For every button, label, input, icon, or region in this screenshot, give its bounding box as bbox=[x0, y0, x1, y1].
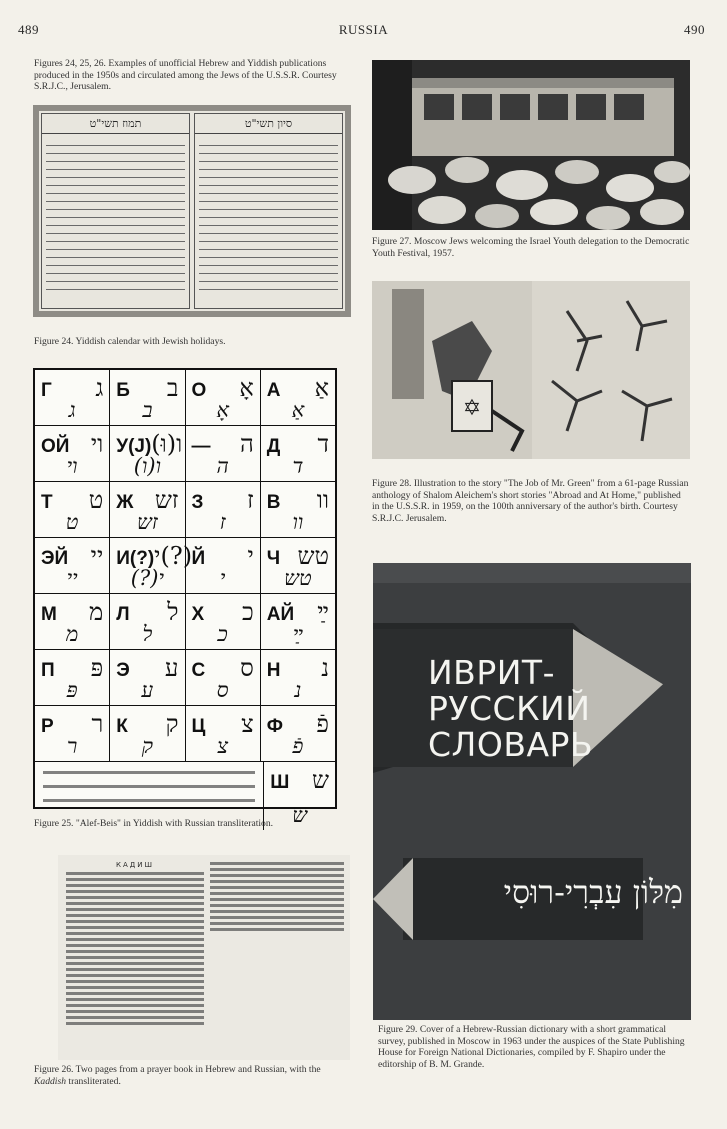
alef-beis-cell bbox=[261, 650, 335, 705]
figure-24-caption: Figure 24. Yiddish calendar with Jewish holidays. bbox=[34, 336, 226, 347]
hebrew-letter: ו(וּ) bbox=[151, 430, 183, 458]
alef-beis-cell bbox=[186, 426, 261, 481]
script-letter: נ bbox=[294, 678, 302, 702]
alef-beis-row bbox=[35, 370, 335, 426]
prayer-page-russian bbox=[66, 861, 204, 1053]
russian-letter: Б bbox=[116, 380, 130, 401]
alef-beis-cell bbox=[261, 594, 335, 649]
alef-beis-cell bbox=[110, 706, 185, 761]
hebrew-letter: כ bbox=[242, 598, 254, 626]
calendar-month-left bbox=[41, 113, 190, 309]
alef-beis-cell bbox=[35, 538, 110, 593]
alef-beis-cell bbox=[35, 594, 110, 649]
script-letter: צ bbox=[217, 734, 229, 758]
calendar-heading-right: סיון תשי"ט bbox=[195, 114, 342, 134]
hebrew-letter: ז bbox=[247, 486, 254, 514]
alef-beis-row bbox=[35, 594, 335, 650]
russian-letter: Н bbox=[266, 660, 281, 681]
russian-letter: У(Ј) bbox=[116, 436, 152, 457]
script-letter: ה bbox=[216, 454, 229, 478]
alef-beis-cell bbox=[186, 538, 261, 593]
hebrew-letter: פּ bbox=[90, 654, 104, 682]
russian-letter: Ж bbox=[116, 492, 134, 513]
hebrew-letter: י(?) bbox=[154, 542, 193, 570]
russian-letter: Л bbox=[116, 604, 130, 625]
script-letter: ט bbox=[65, 510, 79, 534]
figure-25-caption: Figure 25. "Alef-Beis" in Yiddish with Russian transliteration. bbox=[34, 818, 274, 829]
hebrew-letter: וו bbox=[316, 486, 329, 514]
script-letter: יי bbox=[66, 566, 78, 590]
page-number-left: 489 bbox=[18, 22, 39, 37]
script-letter: ס bbox=[216, 678, 229, 702]
alef-beis-cell bbox=[35, 706, 110, 761]
alef-beis-row bbox=[35, 538, 335, 594]
hebrew-letter: ס bbox=[240, 654, 254, 682]
hebrew-letter: מ bbox=[89, 598, 104, 626]
script-letter: ל bbox=[142, 622, 153, 646]
russian-letter: Ч bbox=[266, 548, 281, 569]
russian-letter: ОЙ bbox=[41, 436, 70, 457]
alef-beis-cell bbox=[35, 482, 110, 537]
cover-title-line-2: РУССКИЙ bbox=[428, 689, 591, 728]
figure-29-caption: Figure 29. Cover of a Hebrew-Russian dictionary with a short grammatical survey, published in Moscow in 1963 under the auspices of the State Publishing House for Foreign National Dictionaries, compiled by F. Shapiro under the editorship of B. M. Grande. bbox=[378, 1024, 685, 1070]
script-letter: ש bbox=[292, 803, 308, 827]
figure-28-caption: Figure 28. Illustration to the story "The Job of Mr. Green" from a 61-page Russian anthology of Shalom Aleichem's short stories "Abroad and At Home," published in the U.S.S.R. in 1959, on the 100th anniversary of the author's birth. Courtesy S.R.J.C. Jerusalem. bbox=[372, 478, 689, 524]
russian-letter: З bbox=[191, 492, 204, 513]
hebrew-letter: יי bbox=[90, 542, 104, 570]
prayer-page-hebrew bbox=[210, 859, 344, 939]
russian-letter: М bbox=[41, 604, 57, 625]
alef-beis-cell bbox=[110, 594, 185, 649]
script-letter: י bbox=[219, 566, 226, 590]
script-letter: זש bbox=[137, 510, 158, 534]
figure-28-illustration bbox=[372, 281, 690, 459]
calendar-heading-left: תמוז תשי"ט bbox=[42, 114, 189, 134]
figure-29-dictionary-cover bbox=[373, 563, 691, 1020]
hebrew-letter: אַ bbox=[314, 374, 329, 402]
alef-beis-cell bbox=[35, 650, 110, 705]
hebrew-letter: ה bbox=[239, 430, 254, 458]
hebrew-letter: נ bbox=[321, 654, 329, 682]
figure-24-calendar bbox=[33, 105, 351, 317]
russian-letter: Ц bbox=[191, 716, 206, 737]
alef-beis-cell bbox=[186, 482, 261, 537]
alef-beis-cell bbox=[110, 370, 185, 425]
script-letter: ז bbox=[219, 510, 226, 534]
russian-letter: С bbox=[191, 660, 206, 681]
hebrew-letter: ל bbox=[167, 598, 179, 626]
alef-beis-cell bbox=[261, 370, 335, 425]
script-letter: ד bbox=[292, 454, 304, 478]
russian-letter: Й bbox=[191, 548, 206, 569]
script-letter: ב bbox=[142, 398, 153, 422]
russian-letter: Д bbox=[266, 436, 281, 457]
hebrew-letter: צ bbox=[241, 710, 254, 738]
hebrew-letter: זש bbox=[154, 486, 179, 514]
hebrew-letter: ש bbox=[312, 766, 329, 794]
alef-beis-cell bbox=[110, 650, 185, 705]
cover-title-line-3: СЛОВАРЬ bbox=[428, 725, 594, 764]
alef-beis-row bbox=[35, 426, 335, 482]
script-letter: וו bbox=[292, 510, 304, 534]
script-letter: אַ bbox=[291, 398, 305, 422]
alef-beis-cell bbox=[186, 706, 261, 761]
alef-beis-cell bbox=[261, 538, 335, 593]
cover-hebrew-title: מִלּוֹן עִבְרִי-רוּסִי bbox=[503, 873, 683, 911]
cover-russian-title bbox=[428, 655, 593, 763]
alef-beis-row bbox=[35, 706, 335, 762]
russian-letter: АЙ bbox=[266, 604, 295, 625]
prayer-heading: КАДИШ bbox=[116, 861, 154, 869]
figure-27-caption: Figure 27. Moscow Jews welcoming the Israel Youth delegation to the Democratic Youth Festival, 1957. bbox=[372, 236, 690, 259]
russian-letter: Ш bbox=[270, 772, 290, 793]
alef-beis-cell bbox=[261, 426, 335, 481]
script-letter: וי bbox=[66, 454, 78, 478]
cover-title-line-1: ИВРИТ- bbox=[428, 653, 555, 692]
hebrew-letter: וי bbox=[90, 430, 104, 458]
hebrew-letter: ע bbox=[164, 654, 179, 682]
script-letter: ק bbox=[141, 734, 153, 758]
script-letter: ר bbox=[66, 734, 78, 758]
svg-text:✡: ✡ bbox=[462, 396, 482, 421]
hebrew-letter: ג bbox=[95, 374, 104, 402]
alef-beis-row bbox=[35, 482, 335, 538]
running-title: RUSSIA bbox=[338, 22, 389, 37]
page-number-right: 490 bbox=[684, 22, 705, 37]
hebrew-letter: פֿ bbox=[316, 710, 329, 738]
russian-letter: Т bbox=[41, 492, 53, 513]
alef-beis-cell bbox=[261, 482, 335, 537]
script-letter: ע bbox=[141, 678, 154, 702]
russian-letter: ЭЙ bbox=[41, 548, 69, 569]
hebrew-letter: ט bbox=[88, 486, 104, 514]
script-letter: מ bbox=[65, 622, 79, 646]
figures-24-26-caption: Figures 24, 25, 26. Examples of unofficial Hebrew and Yiddish publications produced in the 1950s and circulated among the Jews of the U.S.S.R. Courtesy S.R.J.C., Jerusalem. bbox=[34, 58, 337, 93]
alef-beis-cell bbox=[110, 538, 193, 593]
russian-letter: П bbox=[41, 660, 55, 681]
figure-26-prayer-book bbox=[58, 855, 350, 1060]
hebrew-letter: אָ bbox=[239, 374, 254, 402]
alef-beis-cell bbox=[186, 370, 261, 425]
script-letter: טש bbox=[284, 566, 312, 590]
russian-letter: Э bbox=[116, 660, 130, 681]
hebrew-letter: ײַ bbox=[317, 598, 329, 626]
russian-letter: Р bbox=[41, 716, 54, 737]
script-letter: אָ bbox=[216, 398, 229, 422]
russian-letter: О bbox=[191, 380, 207, 401]
figure-26-caption: Figure 26. Two pages from a prayer book in Hebrew and Russian, with the Kaddish transliterated. bbox=[34, 1064, 321, 1087]
figure-27-photo-crowd bbox=[372, 60, 690, 230]
russian-letter: К bbox=[116, 716, 128, 737]
script-letter: (?)י bbox=[130, 566, 164, 590]
alef-beis-cell bbox=[110, 482, 185, 537]
russian-letter: И(?) bbox=[116, 548, 155, 569]
russian-letter: Г bbox=[41, 380, 52, 401]
russian-letter: А bbox=[266, 380, 281, 401]
hebrew-letter: י bbox=[247, 542, 254, 570]
russian-letter: Х bbox=[191, 604, 205, 625]
alef-beis-cell bbox=[186, 650, 261, 705]
script-letter: ג bbox=[68, 398, 76, 422]
calendar-month-right bbox=[194, 113, 343, 309]
russian-letter: Ф bbox=[266, 716, 283, 737]
script-letter: פֿ bbox=[292, 734, 304, 758]
hebrew-letter: ב bbox=[166, 374, 179, 402]
hebrew-letter: ר bbox=[91, 710, 104, 738]
script-letter: כ bbox=[217, 622, 228, 646]
alef-beis-cell bbox=[110, 426, 185, 481]
script-letter: ײַ bbox=[292, 622, 303, 646]
alef-beis-cell bbox=[35, 370, 110, 425]
hebrew-letter: ק bbox=[165, 710, 179, 738]
alef-beis-cell bbox=[186, 594, 261, 649]
hebrew-letter: ד bbox=[317, 430, 329, 458]
script-letter: פּ bbox=[66, 678, 78, 702]
alef-beis-cell bbox=[35, 426, 110, 481]
alef-beis-cell bbox=[261, 706, 335, 761]
russian-letter: В bbox=[266, 492, 281, 513]
alef-beis-row bbox=[35, 650, 335, 706]
russian-letter: — bbox=[191, 436, 211, 457]
script-letter: (ו)ו bbox=[133, 454, 161, 478]
hebrew-letter: טש bbox=[297, 542, 329, 570]
